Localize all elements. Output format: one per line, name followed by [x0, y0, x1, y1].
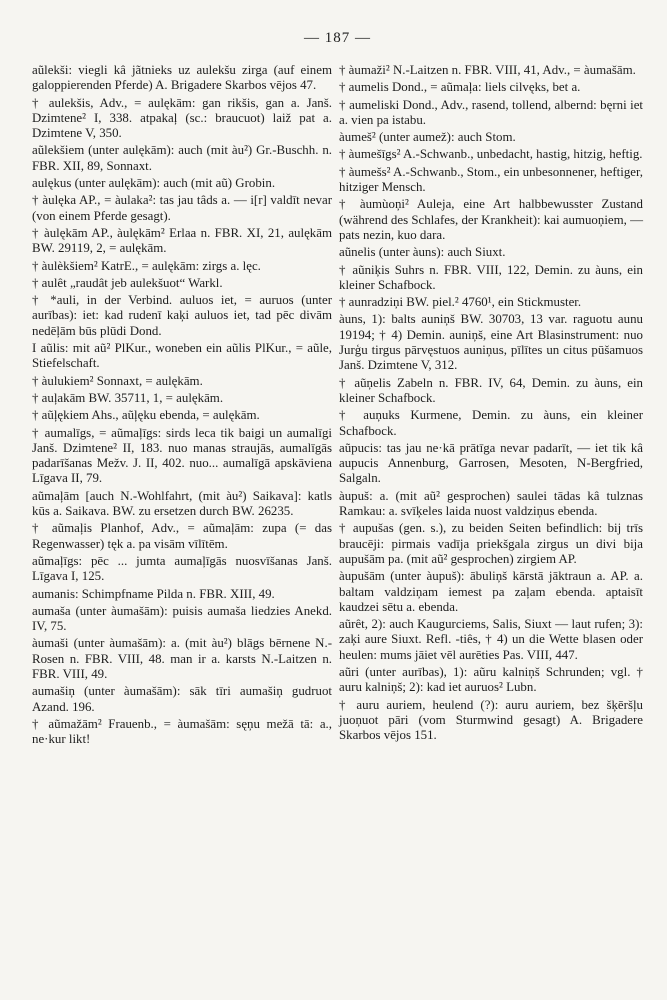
right-column — [339, 63, 643, 749]
entry — [32, 717, 332, 748]
entry-text: † aũļękiem Ahs., aũļęku ebenda, = aulękām. — [32, 408, 260, 423]
entry-text: † aupušas (gen. s.), zu beiden Seiten befindlich: bij trīs braucēji: pirmais vadīja priekšgala zirgus un divi bija aupušām pa. (mit aũ² gesprochen) zirgiem AP. — [339, 521, 643, 566]
entry — [32, 193, 332, 224]
entry — [32, 226, 332, 257]
entry — [32, 426, 332, 487]
entry-text: àupušām (unter àupuš): ābuliņš kārstā jāktraun a. AP. a. baltam valdziņam iemest pa zaļam ebenda. aptaisīt kaudzei sētu a. ebenda. — [339, 569, 643, 614]
entry-text: àuns, 1): balts auniņš BW. 30703, 13 var. raguotu aunu 19194; † 4) Demin. auniņš, eine Art Blasinstrument: nuo Jurģu tirgus pārvęstuos auniņus, pīlītes un citus pūšamuos Janš. Dzimtene V, 312. — [339, 312, 643, 373]
entry — [339, 376, 643, 407]
entry — [339, 521, 643, 567]
entry — [32, 408, 332, 423]
entry — [339, 295, 643, 310]
entry-text: † *auli, in der Verbind. auluos iet, = auruos (unter aurības): iet: kad rudenī kaķi auluos iet, tad pēc divām nedēļām būs plūdi Dond. — [32, 293, 332, 338]
entry-text: † aulêt „raudât jeb aulekšuot“ Warkl. — [32, 275, 223, 290]
entry-text: àumaši (unter àumašām): a. (mit àu²) blāgs bērnene N.-Rosen n. FBR. VIII, 48. man ir a. karsts N.-Laitzen n. FBR. VIII, 49. — [32, 636, 332, 681]
entry — [32, 293, 332, 339]
entry-text: àupuš: a. (mit aũ² gesprochen) saulei tādas kâ tulznas Ramkau: a. svīķeles laida nuost valdziņus ebenda. — [339, 488, 643, 519]
entry-text: † àulękām AP., àulękām² Erlaa n. FBR. XI, 21, aulękām BW. 29119, 2, = aulękām. — [32, 225, 332, 256]
entry — [339, 165, 643, 196]
two-column-body — [32, 63, 643, 749]
entry — [32, 554, 332, 585]
entry — [339, 98, 643, 129]
entry-text: † àulęka AP., = àulaka²: tas jau tâds a. — i[r] valdīt nevar (von einem Pferde gesagt). — [32, 193, 332, 223]
entry — [32, 391, 332, 406]
entry-text: † àumešīgs² A.-Schwanb., unbedacht, hastig, hitzig, heftig. — [339, 147, 643, 162]
entry-text: † aũniķis Suhrs n. FBR. VIII, 122, Demin. zu àuns, ein kleiner Schafbock. — [339, 262, 643, 292]
entry — [32, 684, 332, 715]
entry — [32, 276, 332, 291]
entry — [339, 698, 643, 744]
entry-text: † aumeliski Dond., Adv., rasend, tollend, albernd: bęrni iet a. vien pa istabu. — [339, 97, 643, 127]
entry-text: † aunradziņi BW. piel.² 4760¹, ein Stickmuster. — [339, 295, 582, 310]
entry-text: aũmaļīgs: pēc ... jumta aumaļīgās nuosvīšanas Janš. Līgava I, 125. — [32, 553, 332, 584]
entry-text: † aulekšis, Adv., = aulękām: gan rikšis, gan a. Janš. Dzimtene² I, 338. atpakaļ (sc.: braucuot) laiž pat a. Dzimtene V, 350. — [32, 95, 332, 141]
entry — [32, 176, 332, 191]
entry — [32, 374, 332, 389]
entry — [339, 130, 643, 145]
entry — [339, 245, 643, 260]
entry — [339, 665, 643, 696]
entry — [339, 408, 643, 439]
entry-text: † aumalīgs, = aũmaļīgs: sirds leca tik baigi un aumalīgi Janš. Dzimtene² II, 183. nuo manas straujās, aumalīgās padarīšanas Mežv. J. II, 402. nuo... aumalīgā apskāviena Līgava II, 79. — [32, 425, 332, 486]
entry — [339, 63, 643, 78]
entry-text: † aũņelis Zabeln n. FBR. IV, 64, Demin. zu àuns, ein kleiner Schafbock. — [339, 375, 643, 405]
entry — [339, 441, 643, 487]
entry-text: aumašiņ (unter àumašām): sāk tīri aumašiņ gudruot Azand. 196. — [32, 684, 332, 714]
entry-text: aũlekšiem (unter aulękām): auch (mit àu²) Gr.-Buschh. n. FBR. XII, 89, Sonnaxt. — [32, 143, 332, 173]
entry-text: † àumùoņi² Auleja, eine Art halbbewusster Zustand (während des Schlafes, der Krankheit): kai aumuoņiem, — pats nezin, kuo dara. — [339, 197, 643, 242]
entry-text: † auru auriem, heulend (?): auru auriem, bez šķēršļu juoņuot pāri (vom Sturmwind gesagt) A. Brigadere Skarbos vējos 151. — [339, 697, 643, 743]
entry — [339, 312, 643, 373]
entry-text: àumeš² (unter aumež): auch Stom. — [339, 130, 516, 145]
entry — [32, 143, 332, 174]
entry — [339, 569, 643, 615]
entry-text: aũlekši: viegli kâ jãtnieks uz aulekšu zirga (auf einem galoppierenden Pferde) A. Brigadere Skarbos vējos 47. — [32, 63, 332, 93]
entry-text: aulękus (unter aulękām): auch (mit aũ) Grobin. — [32, 176, 276, 191]
entry-text: aũmaļām [auch N.-Wohlfahrt, (mit àu²) Saikava]: katls kūs a. Saikava. BW. zu ersetzen durch BW. 26235. — [32, 488, 332, 519]
entry-text: † aũmaļis Planhof, Adv., = aũmaļām: zupa (= das Regenwasser) tęk a. pa visām vīlītēm. — [32, 521, 332, 551]
entry-text: aũrêt, 2): auch Kaugurciems, Salis, Siuxt — laut rufen; 3): zaķi aure Siuxt. Refl. -tiês, † 4) un die Wette blasen oder heulen: mums jāiet vēl aurēties Pas. VIII, 447. — [339, 617, 643, 662]
entry — [339, 197, 643, 243]
entry-text: † àumaži² N.-Laitzen n. FBR. VIII, 41, Adv., = àumašām. — [339, 63, 636, 77]
page-number-text: — 187 — — [304, 30, 371, 46]
entry — [339, 80, 643, 95]
entry-text: I aũlis: mit aũ² PlKur., woneben ein aũlis PlKur., = aũle, Stiefelschaft. — [32, 341, 332, 371]
entry — [32, 587, 332, 602]
entry-text: aumaša (unter àumašām): puisis aumaša liedzies Anekd. IV, 75. — [32, 603, 332, 634]
entry-text: † aumelis Dond., = aũmaļa: liels cilvęks, bet a. — [339, 80, 581, 95]
entry — [339, 263, 643, 294]
entry — [339, 617, 643, 663]
entry — [339, 489, 643, 520]
entry-text: aũnelis (unter àuns): auch Siuxt. — [339, 245, 506, 260]
entry-text: † aũmažām² Frauenb., = àumašām: sęņu mežā tā: a., ne·kur likt! — [32, 716, 332, 747]
entry-text: aumanis: Schimpfname Pilda n. FBR. XIII, 49. — [32, 586, 275, 601]
entry-text: aũri (unter aurības), 1): aũru kalniņš Schrunden; vgl. † auru kalniņš; 2): kad iet auruos² Lubn. — [339, 664, 643, 695]
entry-text: † àumešs² A.-Schwanb., Stom., ein unbesonnener, heftiger, hitziger Mensch. — [339, 164, 643, 195]
entry — [32, 521, 332, 552]
entry — [32, 604, 332, 635]
entry — [32, 63, 332, 94]
entry-text: † auņuks Kurmene, Demin. zu àuns, ein kleiner Schafbock. — [339, 408, 643, 438]
entry — [32, 636, 332, 682]
left-column — [32, 63, 332, 749]
entry — [32, 341, 332, 372]
entry-text: † àulukiem² Sonnaxt, = aulękām. — [32, 373, 203, 388]
page-number — [32, 30, 643, 47]
entry-text: aũpucis: tas jau ne·kā prātīga nevar padarīt, — iet tik kâ aupucis Annenburg, Garrosen, Mesoten, N-Bergfried, Salgaln. — [339, 440, 643, 486]
entry — [32, 96, 332, 142]
entry-text: † auļakām BW. 35711, 1, = aulękām. — [32, 390, 224, 405]
entry-text: † àulèkšiem² KatrE., = aulękām: zirgs a. lęc. — [32, 258, 261, 273]
entry — [32, 489, 332, 520]
entry — [339, 147, 643, 162]
entry — [32, 259, 332, 274]
